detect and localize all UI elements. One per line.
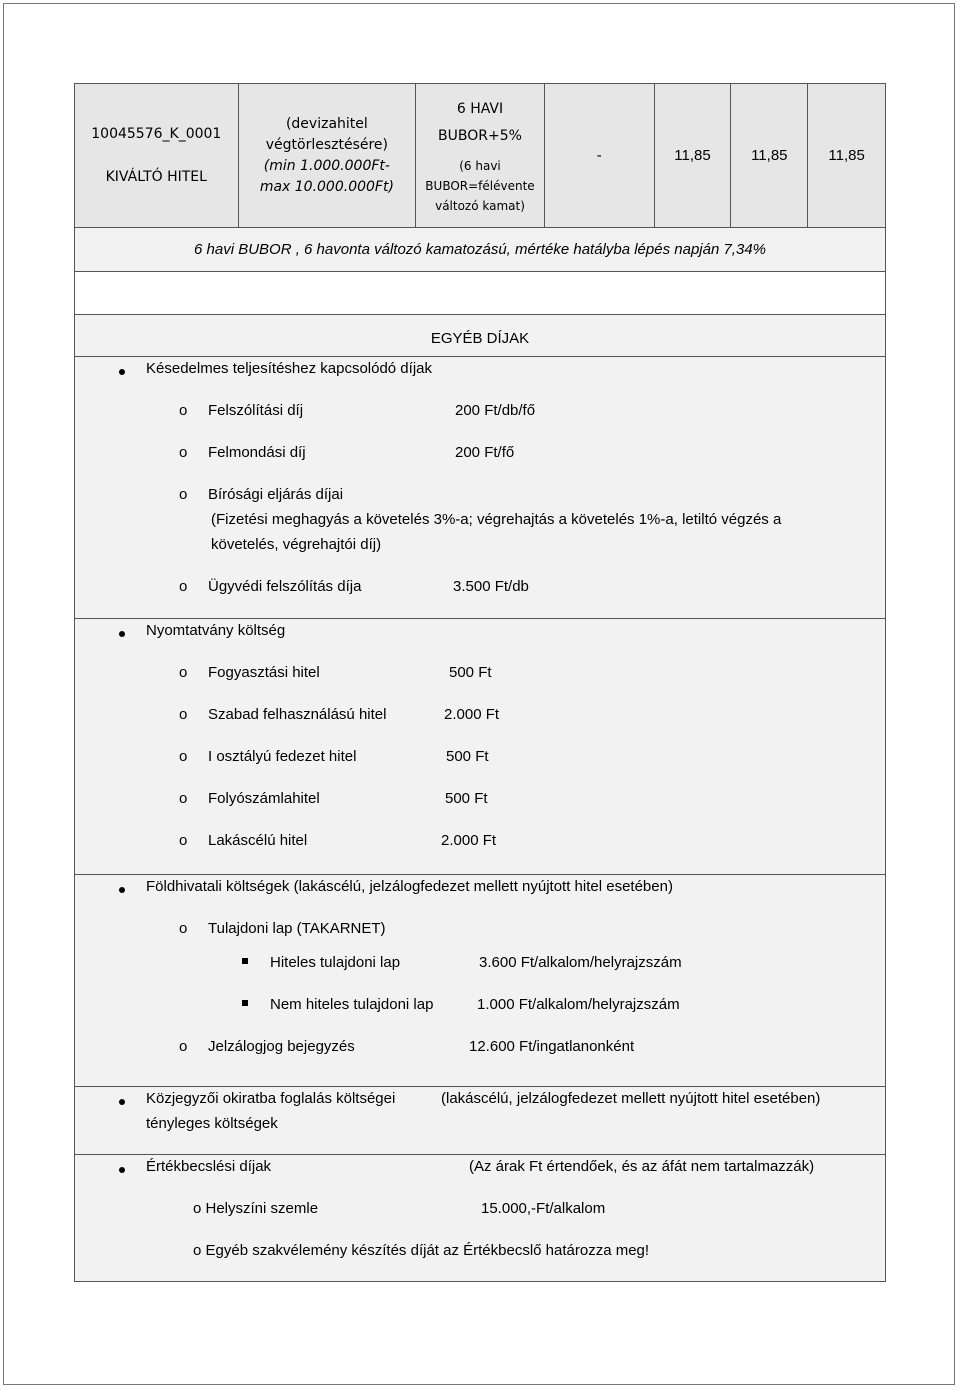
- fee-label: I osztályú fedezet hitel: [208, 748, 357, 765]
- fee-label: Jelzálogjog bejegyzés: [208, 1038, 355, 1055]
- rate-note-line: változó kamat): [435, 198, 525, 213]
- rate-type-cell: [416, 84, 545, 227]
- bullet-icon: [119, 1167, 125, 1173]
- product-purpose-cell: [239, 84, 417, 227]
- fee-document: [74, 83, 886, 1282]
- rate-value: 11,85: [828, 147, 865, 164]
- valuation-section: [75, 1155, 885, 1281]
- section-heading: Közjegyzői okiratba foglalás költségei: [146, 1090, 396, 1107]
- fee-value: 500 Ft: [449, 664, 492, 681]
- fee-value: 3.500 Ft/db: [453, 578, 529, 595]
- fee-value: 2.000 Ft: [444, 706, 500, 723]
- fee-value: 200 Ft/db/fő: [455, 402, 536, 419]
- fees-title-row: [75, 315, 885, 357]
- fee-note: követelés, végrehajtói díj): [211, 536, 382, 553]
- product-name: KIVÁLTÓ HITEL: [105, 168, 207, 185]
- square-bullet-icon: [242, 1000, 248, 1006]
- bullet-icon: [119, 1099, 125, 1105]
- rate-value: 11,85: [674, 147, 711, 164]
- late-payment-section: [75, 357, 885, 619]
- list-marker-icon: o: [179, 706, 188, 723]
- list-marker-icon: o: [179, 444, 188, 461]
- list-marker-icon: o: [179, 832, 188, 849]
- rate-value-cell: [655, 84, 732, 227]
- bubor-note-row: [75, 228, 885, 272]
- fee-label: Nem hiteles tulajdoni lap: [270, 996, 434, 1013]
- section-heading: Földhivatali költségek (lakáscélú, jelzálogfedezet mellett nyújtott hitel esetében): [146, 878, 673, 895]
- fee-label: Felmondási díj: [208, 444, 306, 461]
- fee-label: Folyószámlahitel: [208, 790, 320, 807]
- rate-value-cell: [808, 84, 885, 227]
- list-marker-icon: o: [179, 402, 188, 419]
- list-marker-icon: o: [179, 790, 188, 807]
- purpose-limit-line: max 10.000.000Ft): [259, 178, 394, 195]
- rate-line: BUBOR+5%: [438, 127, 522, 144]
- fee-value: 200 Ft/fő: [455, 444, 515, 461]
- product-code: 10045576_K_0001: [91, 125, 222, 142]
- list-marker-icon: o: [179, 664, 188, 681]
- fee-value: 500 Ft: [446, 748, 489, 765]
- bullet-icon: [119, 631, 125, 637]
- purpose-line: (devizahitel: [285, 115, 368, 132]
- product-code-cell: [75, 84, 239, 227]
- section-heading: tényleges költségek: [146, 1115, 278, 1132]
- fee-value: 3.600 Ft/alkalom/helyrajzszám: [479, 954, 682, 971]
- fee-label: Tulajdoni lap (TAKARNET): [208, 920, 386, 937]
- fee-label: Lakáscélú hitel: [208, 832, 308, 849]
- fees-title: EGYÉB DÍJAK: [430, 330, 530, 347]
- fee-label: Bírósági eljárás díjai: [208, 486, 344, 503]
- section-heading: Értékbecslési díjak: [146, 1158, 272, 1175]
- fee-note: (Fizetési meghagyás a követelés 3%-a; végrehajtás a követelés 1%-a, letiltó végzés a: [211, 511, 782, 528]
- form-cost-section: [75, 619, 885, 875]
- rate-note-line: (6 havi: [459, 158, 501, 173]
- list-marker-icon: o: [179, 486, 188, 503]
- fee-label: Fogyasztási hitel: [208, 664, 320, 681]
- rate-dash-cell: [545, 84, 655, 227]
- fee-label: o Egyéb szakvélemény készítés díját az Értékbecslő határozza meg!: [193, 1242, 650, 1259]
- section-note: (lakáscélú, jelzálogfedezet mellett nyújtott hitel esetében): [441, 1090, 821, 1107]
- rate-note-line: BUBOR=félévente: [425, 178, 535, 193]
- square-bullet-icon: [242, 958, 248, 964]
- fee-label: Felszólítási díj: [208, 402, 304, 419]
- land-registry-section: [75, 875, 885, 1087]
- notary-section: [75, 1087, 885, 1155]
- purpose-line: végtörlesztésére): [265, 136, 389, 153]
- rate-value: 11,85: [751, 147, 788, 164]
- blank-row: [75, 272, 885, 315]
- rate-line: 6 HAVI: [456, 100, 504, 117]
- list-marker-icon: o: [179, 920, 188, 937]
- fee-value: 2.000 Ft: [441, 832, 497, 849]
- section-note: (Az árak Ft értendőek, és az áfát nem tartalmazzák): [469, 1158, 815, 1175]
- fee-label: Ügyvédi felszólítás díja: [208, 578, 362, 595]
- list-marker-icon: o: [179, 578, 188, 595]
- fee-value: 15.000,-Ft/alkalom: [481, 1200, 606, 1217]
- rate-dash: -: [596, 147, 602, 164]
- fee-value: 12.600 Ft/ingatlanonként: [469, 1038, 635, 1055]
- fee-label: Hiteles tulajdoni lap: [270, 954, 401, 971]
- section-heading: Késedelmes teljesítéshez kapcsolódó díjak: [146, 360, 432, 377]
- purpose-limit-line: (min 1.000.000Ft-: [263, 157, 390, 174]
- bullet-icon: [119, 887, 125, 893]
- fee-label: Szabad felhasználású hitel: [208, 706, 387, 723]
- section-heading: Nyomtatvány költség: [146, 622, 286, 639]
- fee-label: o Helyszíni szemle: [193, 1200, 319, 1217]
- rate-value-cell: [731, 84, 808, 227]
- fee-value: 500 Ft: [445, 790, 488, 807]
- fee-value: 1.000 Ft/alkalom/helyrajzszám: [477, 996, 680, 1013]
- list-marker-icon: o: [179, 1038, 188, 1055]
- list-marker-icon: o: [179, 748, 188, 765]
- bubor-note: 6 havi BUBOR , 6 havonta változó kamatozású, mértéke hatályba lépés napján 7,34%: [194, 241, 766, 258]
- product-header-row: [75, 84, 885, 228]
- bullet-icon: [119, 369, 125, 375]
